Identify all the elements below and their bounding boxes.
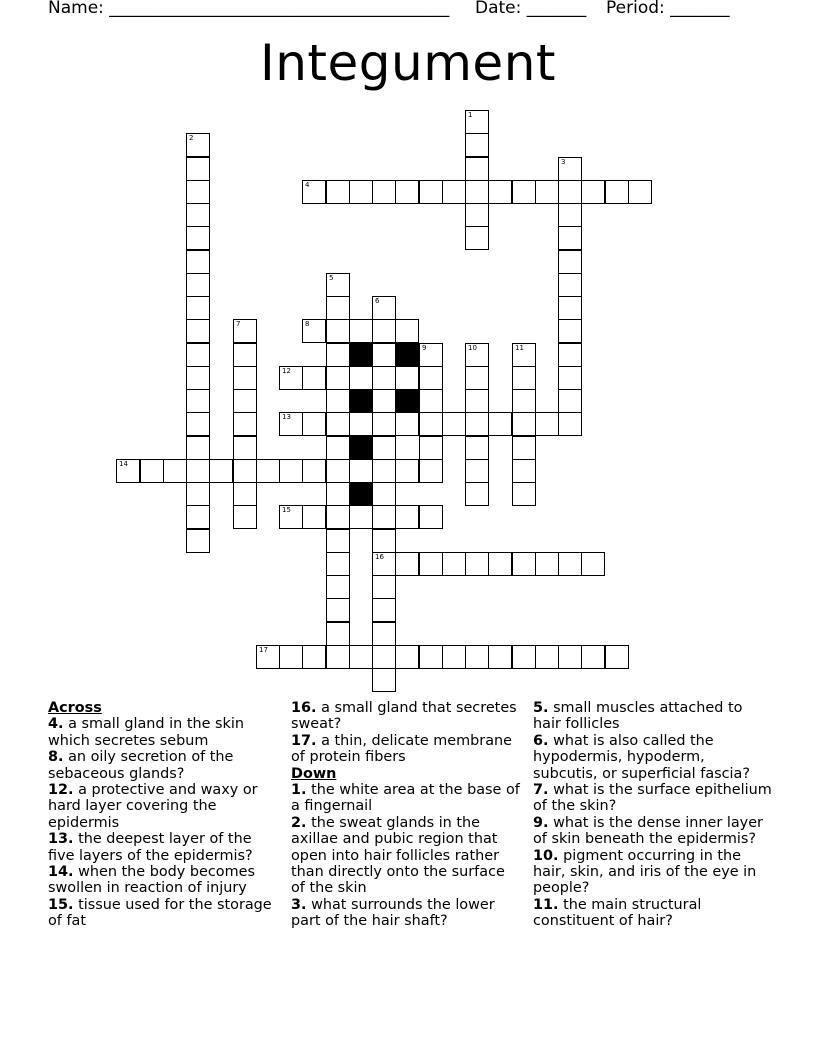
clue-number: 3. [291,896,307,913]
grid-cell[interactable] [558,157,582,181]
clue-number: 13. [48,831,74,848]
grid-cell[interactable] [372,482,396,506]
grid-cell[interactable] [465,436,489,460]
grid-cell[interactable] [233,505,257,529]
grid-cell[interactable] [186,505,210,529]
name-label: Name: [48,0,104,18]
clue-number: 4. [48,716,64,733]
clue-number: 5. [533,700,549,716]
grid-cell[interactable] [581,180,605,204]
clue-across-8 [48,749,280,782]
cell-number: 14 [119,460,128,468]
clue-across-15 [48,897,280,930]
grid-cell[interactable] [372,552,396,576]
grid-cell[interactable] [465,482,489,506]
clue-across-14 [48,864,280,897]
grid-cell[interactable] [465,552,489,576]
grid-cell[interactable] [535,180,559,204]
grid-cell[interactable] [558,226,582,250]
grid-cell[interactable] [372,389,396,413]
clue-number: 9. [533,814,549,831]
grid-cell[interactable] [326,482,350,506]
cell-number: 17 [259,646,268,654]
grid-cell[interactable] [558,343,582,367]
cell-number: 4 [305,181,310,189]
grid-cell[interactable] [372,598,396,622]
grid-cell[interactable] [512,645,536,669]
grid-cell[interactable] [279,645,303,669]
grid-cell[interactable] [186,482,210,506]
grid-cell[interactable] [512,180,536,204]
clue-number: 6. [533,732,549,749]
grid-cell[interactable] [186,389,210,413]
grid-cell[interactable] [326,436,350,460]
clue-number: 1. [291,782,307,799]
grid-cell[interactable] [512,459,536,483]
grid-cell[interactable] [465,203,489,227]
grid-cell[interactable] [535,552,559,576]
grid-cell[interactable] [186,459,210,483]
grid-cell[interactable] [395,412,419,436]
grid-cell[interactable] [558,319,582,343]
grid-cell[interactable] [186,226,210,250]
clue-across-12 [48,782,280,831]
grid-cell[interactable] [465,645,489,669]
grid-cell[interactable] [279,505,303,529]
grid-cell[interactable] [442,552,466,576]
grid-cell[interactable] [186,412,210,436]
black-square [395,389,419,413]
cell-number: 11 [515,344,524,352]
clue-text: the main structural constituent of hair? [533,896,702,930]
cell-number: 8 [305,320,310,328]
grid-cell[interactable] [302,366,326,390]
clue-down-5 [533,700,773,733]
grid-cell[interactable] [419,505,443,529]
grid-cell[interactable] [326,552,350,576]
grid-cell[interactable] [349,645,373,669]
grid-cell[interactable] [302,180,326,204]
clue-text: what is the surface epithelium of the skin? [533,782,772,815]
grid-cell[interactable] [442,180,466,204]
grid-cell[interactable] [326,343,350,367]
date-label: Date: [475,0,522,18]
clue-text: a protective and waxy or hard layer covering the epidermis [48,782,258,831]
grid-cell[interactable] [512,389,536,413]
grid-cell[interactable] [395,366,419,390]
grid-cell[interactable] [512,343,536,367]
grid-cell[interactable] [186,203,210,227]
grid-cell[interactable] [372,343,396,367]
grid-cell[interactable] [465,110,489,134]
date-blank[interactable]: _______ [526,0,587,18]
grid-cell[interactable] [233,482,257,506]
black-square [349,482,373,506]
name-blank[interactable]: ________________________________________ [109,0,450,18]
grid-cell[interactable] [419,180,443,204]
grid-cell[interactable] [186,180,210,204]
grid-cell[interactable] [233,343,257,367]
grid-cell[interactable] [465,226,489,250]
grid-cell[interactable] [419,552,443,576]
grid-cell[interactable] [512,552,536,576]
grid-cell[interactable] [395,459,419,483]
clue-number: 12. [48,782,74,799]
grid-cell[interactable] [558,296,582,320]
grid-cell[interactable] [326,412,350,436]
clue-down-2 [291,815,523,897]
grid-cell[interactable] [233,319,257,343]
clue-number: 11. [533,896,559,913]
grid-cell[interactable] [419,459,443,483]
grid-cell[interactable] [326,622,350,646]
grid-cell[interactable] [326,319,350,343]
grid-cell[interactable] [558,203,582,227]
clue-text: the deepest layer of the five layers of the epidermis? [48,831,253,864]
cell-number: 6 [375,297,380,305]
grid-cell[interactable] [116,459,140,483]
clues-column-3 [533,700,773,930]
grid-cell[interactable] [302,319,326,343]
grid-cell[interactable] [256,459,280,483]
grid-cell[interactable] [419,389,443,413]
clue-across-17 [291,733,523,766]
grid-cell[interactable] [233,366,257,390]
grid-cell[interactable] [186,133,210,157]
grid-cell[interactable] [326,389,350,413]
grid-cell[interactable] [465,366,489,390]
grid-cell[interactable] [395,505,419,529]
clue-text: a thin, delicate membrane of protein fibers [291,732,513,766]
grid-cell[interactable] [326,273,350,297]
grid-cell[interactable] [558,389,582,413]
grid-cell[interactable] [372,366,396,390]
cell-number: 2 [189,134,194,142]
grid-cell[interactable] [326,296,350,320]
clue-down-7 [533,782,773,815]
black-square [349,389,373,413]
cell-number: 7 [236,320,241,328]
grid-cell[interactable] [233,412,257,436]
clue-text: an oily secretion of the sebaceous glands? [48,749,234,782]
grid-cell[interactable] [395,180,419,204]
grid-cell[interactable] [186,366,210,390]
clue-text: a small gland in the skin which secretes sebum [48,716,244,749]
grid-cell[interactable] [465,157,489,181]
clue-down-6 [533,733,773,782]
clue-down-3 [291,897,523,930]
grid-cell[interactable] [581,552,605,576]
grid-cell[interactable] [512,482,536,506]
grid-cell[interactable] [465,389,489,413]
grid-cell[interactable] [302,505,326,529]
grid-cell[interactable] [395,319,419,343]
clue-number: 16. [291,700,317,716]
grid-cell[interactable] [302,412,326,436]
cell-number: 5 [329,274,334,282]
clue-text: when the body becomes swollen in reaction of injury [48,864,255,897]
grid-cell[interactable] [372,459,396,483]
grid-cell[interactable] [372,436,396,460]
grid-cell[interactable] [372,668,396,692]
grid-cell[interactable] [372,505,396,529]
clue-text: what surrounds the lower part of the hair shaft? [291,896,495,930]
clue-across-16 [291,700,523,733]
clue-text: a small gland that secretes sweat? [291,700,517,733]
grid-cell[interactable] [209,459,233,483]
clue-text: the white area at the base of a fingernail [291,782,520,815]
grid-cell[interactable] [488,552,512,576]
down-heading: Down [291,765,337,782]
clues-column-1 [48,700,280,930]
cell-number: 16 [375,553,384,561]
cell-number: 10 [468,344,477,352]
grid-cell[interactable] [628,180,652,204]
grid-cell[interactable] [558,645,582,669]
page-title: Integument [260,34,556,92]
grid-cell[interactable] [605,180,629,204]
grid-cell[interactable] [372,319,396,343]
grid-cell[interactable] [605,645,629,669]
grid-cell[interactable] [512,436,536,460]
grid-cell[interactable] [419,412,443,436]
grid-cell[interactable] [326,575,350,599]
grid-cell[interactable] [465,180,489,204]
clue-number: 2. [291,814,307,831]
grid-cell[interactable] [512,412,536,436]
grid-cell[interactable] [558,250,582,274]
grid-cell[interactable] [558,552,582,576]
clue-number: 14. [48,864,74,881]
clue-text: what is the dense inner layer of skin beneath the epidermis? [533,814,763,848]
grid-cell[interactable] [372,296,396,320]
clue-text: pigment occurring in the hair, skin, and iris of the eye in people? [533,847,757,897]
grid-cell[interactable] [326,459,350,483]
grid-cell[interactable] [419,366,443,390]
cell-number: 13 [282,413,291,421]
grid-cell[interactable] [186,343,210,367]
grid-cell[interactable] [233,459,257,483]
clue-number: 17. [291,732,317,749]
grid-cell[interactable] [535,645,559,669]
grid-cell[interactable] [465,459,489,483]
grid-cell[interactable] [186,157,210,181]
grid-cell[interactable] [465,133,489,157]
clue-across-4 [48,716,280,749]
grid-cell[interactable] [326,529,350,553]
clue-down-10 [533,848,773,897]
grid-cell[interactable] [442,412,466,436]
cell-number: 12 [282,367,291,375]
grid-cell[interactable] [419,645,443,669]
black-square [349,436,373,460]
grid-cell[interactable] [372,575,396,599]
cell-number: 3 [561,158,566,166]
grid-cell[interactable] [326,366,350,390]
grid-cell[interactable] [279,459,303,483]
grid-cell[interactable] [349,366,373,390]
grid-cell[interactable] [256,645,280,669]
grid-cell[interactable] [535,412,559,436]
grid-cell[interactable] [395,645,419,669]
grid-cell[interactable] [186,529,210,553]
grid-cell[interactable] [372,180,396,204]
grid-cell[interactable] [372,622,396,646]
grid-cell[interactable] [372,412,396,436]
clue-text: what is also called the hypodermis, hypoderm, subcutis, or superficial fascia? [533,732,751,782]
across-heading: Across [48,700,102,716]
grid-cell[interactable] [302,645,326,669]
grid-cell[interactable] [326,645,350,669]
clue-down-9 [533,815,773,848]
clue-down-1 [291,782,523,815]
grid-cell[interactable] [326,180,350,204]
grid-cell[interactable] [558,412,582,436]
grid-cell[interactable] [372,529,396,553]
grid-cell[interactable] [302,459,326,483]
grid-cell[interactable] [140,459,164,483]
clue-down-11 [533,897,773,930]
clue-number: 8. [48,749,64,766]
cell-number: 1 [468,111,473,119]
grid-cell[interactable] [372,645,396,669]
grid-cell[interactable] [349,459,373,483]
grid-cell[interactable] [488,645,512,669]
grid-cell[interactable] [349,319,373,343]
grid-cell[interactable] [419,343,443,367]
grid-cell[interactable] [512,366,536,390]
grid-cell[interactable] [279,366,303,390]
grid-cell[interactable] [233,389,257,413]
clue-number: 15. [48,896,74,913]
black-square [395,343,419,367]
grid-cell[interactable] [558,273,582,297]
clue-text: the sweat glands in the axillae and pubic region that open into hair follicles rather than directly onto the surface of the skin [291,814,505,897]
grid-cell[interactable] [186,319,210,343]
clue-text: small muscles attached to hair follicles [533,700,743,733]
clue-text: tissue used for the storage of fat [48,896,272,930]
grid-cell[interactable] [349,180,373,204]
period-blank[interactable]: _______ [670,0,730,18]
cell-number: 15 [282,506,291,514]
grid-cell[interactable] [395,552,419,576]
grid-cell[interactable] [419,436,443,460]
grid-cell[interactable] [442,645,466,669]
grid-cell[interactable] [186,436,210,460]
grid-cell[interactable] [186,250,210,274]
grid-cell[interactable] [558,180,582,204]
grid-cell[interactable] [233,436,257,460]
grid-cell[interactable] [326,598,350,622]
clue-across-13 [48,831,280,864]
grid-cell[interactable] [163,459,187,483]
clue-number: 7. [533,782,549,799]
grid-cell[interactable] [349,412,373,436]
grid-cell[interactable] [465,412,489,436]
grid-cell[interactable] [558,366,582,390]
grid-cell[interactable] [186,273,210,297]
clues-column-2 [291,700,523,930]
grid-cell[interactable] [279,412,303,436]
cell-number: 9 [422,344,427,352]
clue-number: 10. [533,847,559,864]
grid-cell[interactable] [186,296,210,320]
grid-cell[interactable] [488,180,512,204]
grid-cell[interactable] [349,505,373,529]
grid-cell[interactable] [465,343,489,367]
grid-cell[interactable] [581,645,605,669]
grid-cell[interactable] [488,412,512,436]
period-label: Period: [606,0,665,18]
grid-cell[interactable] [326,505,350,529]
black-square [349,343,373,367]
